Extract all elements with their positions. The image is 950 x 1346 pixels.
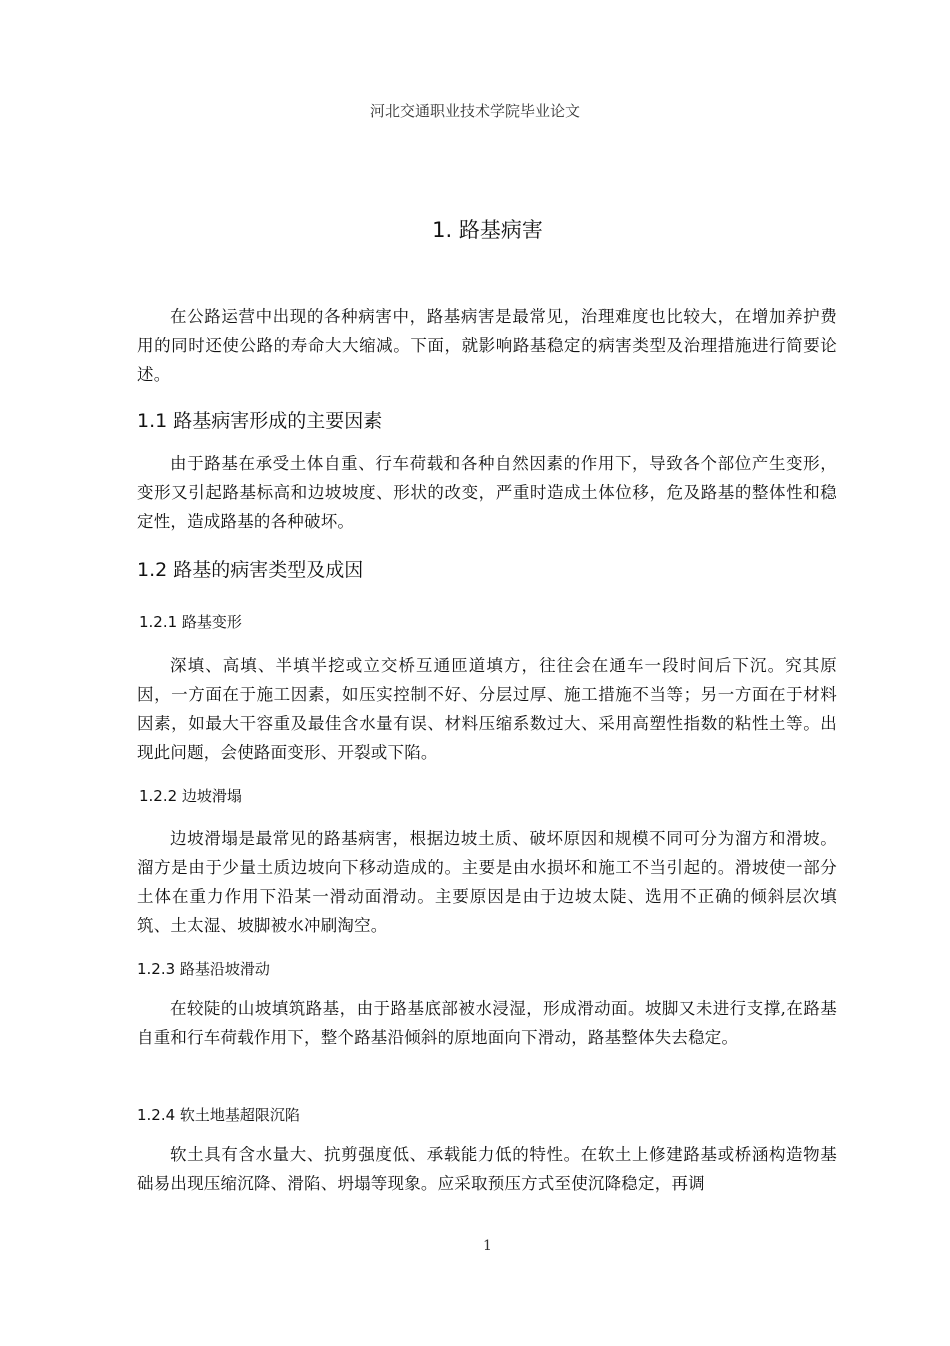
intro-paragraph: 在公路运营中出现的各种病害中，路基病害是最常见，治理难度也比较大，在增加养护费用的同时还使公路的寿命大大缩减。下面，就影响路基稳定的病害类型及治理措施进行简要论述。 xyxy=(137,307,837,384)
subsection-1-2-4-heading: 1.2.4 软土地基超限沉陷 xyxy=(137,1106,300,1124)
subsection-1-2-1-heading: 1.2.1 路基变形 xyxy=(139,613,242,631)
subsection-1-2-3-heading: 1.2.3 路基沿坡滑动 xyxy=(137,960,270,978)
section-1-1-body: 由于路基在承受土体自重、行车荷载和各种自然因素的作用下，导致各个部位产生变形，变形又引起路基标高和边坡坡度、形状的改变，严重时造成土体位移，危及路基的整体性和稳定性，造成路基的各种破坏。 xyxy=(137,454,837,531)
subsection-1-2-4-body: 软土具有含水量大、抗剪强度低、承载能力低的特性。在软土上修建路基或桥涵构造物基础易出现压缩沉降、滑陷、坍塌等现象。应采取预压方式至使沉降稳定，再调 xyxy=(137,1145,837,1193)
page-number: 1 xyxy=(483,1238,492,1254)
subsection-1-2-2-body: 边坡滑塌是最常见的路基病害，根据边坡土质、破坏原因和规模不同可分为溜方和滑坡。溜方是由于少量土质边坡向下移动造成的。主要是由水损坏和施工不当引起的。滑坡使一部分土体在重力作用下沿某一滑动面滑动。主要原因是由于边坡太陡、选用不正确的倾斜层次填筑、土太湿、坡脚被水冲刷淘空。 xyxy=(137,829,837,935)
subsection-1-2-1-body: 深填、高填、半填半挖或立交桥互通匝道填方，往往会在通车一段时间后下沉。究其原因，一方面在于施工因素，如压实控制不好、分层过厚、施工措施不当等；另一方面在于材料因素，如最大干容重及最佳含水量有误、材料压缩系数过大、采用高塑性指数的粘性土等。出现此问题，会使路面变形、开裂或下陷。 xyxy=(137,656,837,762)
chapter-title: 1. 路基病害 xyxy=(432,218,543,242)
subsection-1-2-3-body: 在较陡的山坡填筑路基，由于路基底部被水浸湿，形成滑动面。坡脚又未进行支撑,在路基自重和行车荷载作用下，整个路基沿倾斜的原地面向下滑动，路基整体失去稳定。 xyxy=(137,999,837,1047)
subsection-1-2-2-heading: 1.2.2 边坡滑塌 xyxy=(139,787,242,805)
section-1-2-heading: 1.2 路基的病害类型及成因 xyxy=(137,559,364,581)
running-header: 河北交通职业技术学院毕业论文 xyxy=(369,102,580,120)
section-1-1-heading: 1.1 路基病害形成的主要因素 xyxy=(137,410,383,432)
